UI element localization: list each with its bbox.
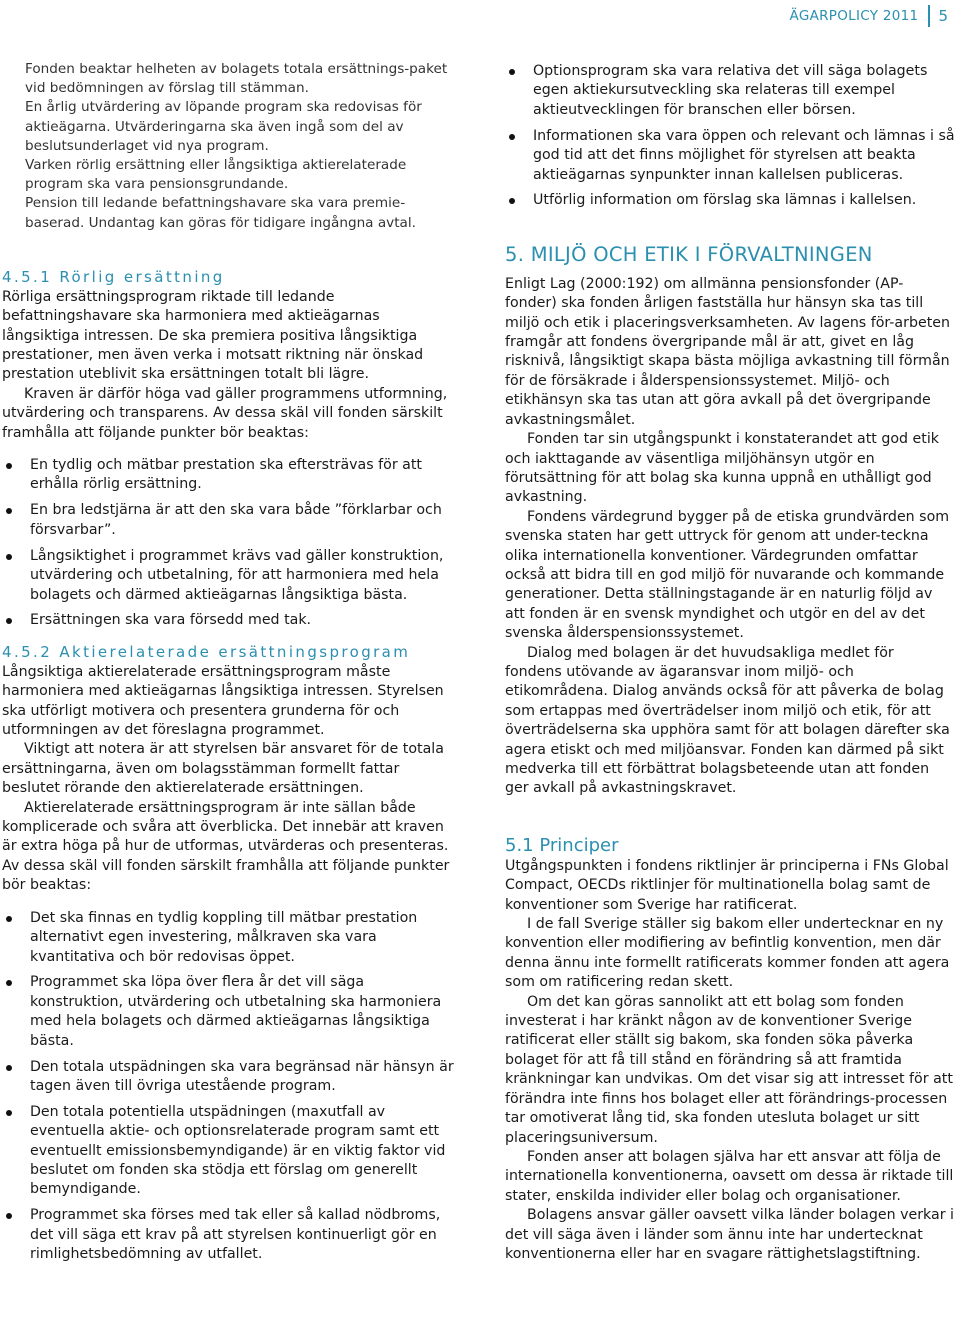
bullet-icon [509, 198, 515, 204]
section-5-heading: 5. MILJÖ OCH ETIK I FÖRVALTNINGEN [505, 242, 873, 266]
list-item: Optionsprogram ska vara relativa det vill säga bolagets egen aktiekursutveckling ska relateras till exempel aktieutvecklingen för branschen eller börsen. [505, 62, 955, 120]
bullet-list-options [505, 62, 955, 211]
paragraph: Rörliga ersättningsprogram riktade till ledande befattningshavare ska harmoniera med aktieägarnas långsiktiga intressen. De ska premiera positiva långsiktiga prestationer, men även verka i motsatt riktning när önskad prestation uteblivit ska ersättningen totalt bli lägre. [2, 288, 424, 383]
intro-paragraph: Pension till ledande befattningshavare ska vara premie-baserad. Undantag kan göras för tidigare ingångna avtal. [25, 195, 416, 231]
list-item: En bra ledstjärna är att den ska vara både ”förklarbar och försvarbar”. [2, 501, 457, 540]
list-item: Programmet ska löpa över flera år det vill säga konstruktion, utvärdering och utbetalning ska harmoniera med hela bolagets och därmed aktieägarnas långsiktiga bästa. [2, 973, 457, 1051]
intro-paragraph: Fonden beaktar helheten av bolagets totala ersättnings-paket vid bedömningen av förslag till stämman. [25, 61, 448, 97]
paragraph: Fonden anser att bolagen själva har ett ansvar att följa de internationella konventionerna, oavsett om dessa är riktade till stater, enskilda individer eller bolag och organisationer. [505, 1148, 954, 1204]
list-item: Det ska finnas en tydlig koppling till mätbar prestation alternativt egen investering, målkraven ska vara kvantitativa och bör redovisas öppet. [2, 909, 457, 967]
paragraph: Enligt Lag (2000:192) om allmänna pensionsfonder (AP-fonder) ska fonden årligen fastställa hur hänsyn ska tas till miljö och etik i placeringsverksamheten. Av lagens för-arbeten framgår att fondens övergripande mål är att, givet en låg risknivå, långsiktigt skapa bästa möjliga avkastning till förmån för de försäkrade i ålderspensionssystemet. Miljö- och etikhänsyn ska tas utan att göra avkall på det övergripande avkastningsmålet. [505, 275, 950, 428]
list-item: Utförlig information om förslag ska lämnas i kallelsen. [505, 191, 955, 210]
bullet-icon [6, 980, 12, 986]
section-5-1-heading: 5.1 Principer [505, 834, 619, 856]
list-item: Den totala utspädningen ska vara begränsad när hänsyn är tagen även till övriga utestående program. [2, 1058, 457, 1097]
bullet-icon [6, 618, 12, 624]
list-item: En tydlig och mätbar prestation ska eftersträvas för att erhålla rörlig ersättning. [2, 456, 457, 495]
list-item: Ersättningen ska vara försedd med tak. [2, 611, 457, 630]
page-header [790, 6, 948, 26]
bullet-list-4-5-1 [2, 456, 457, 631]
bullet-icon [509, 134, 515, 140]
section-4-5-2-heading: 4.5.2 Aktierelaterade ersättningsprogram [2, 642, 411, 661]
paragraph: Viktigt att notera är att styrelsen bär ansvaret för de totala ersättningarna, även om bolagsstämman formellt fattar beslutet rörande den aktierelaterade ersättningen. [2, 741, 444, 797]
header-title: ÄGARPOLICY 2011 [789, 8, 919, 24]
paragraph: Utgångspunkten i fondens riktlinjer är principerna i FNs Global Compact, OECDs riktlinjer för multinationella bolag samt de konventioner som Sverige har ratificerat. [505, 857, 949, 913]
page-number: 5 [938, 7, 948, 25]
paragraph: Om det kan göras sannolikt att ett bolag som fonden investerat i har kränkt någon av de konventioner Sverige ratificerat eller ställt sig bakom, ska fonden söka påverka bolaget för att få till stånd en förändring så att framtida kränkningar kan undvikas. Om det visar sig att intresset för att förändra inte finns hos bolaget eller att förändrings-processen tar omotiverat lång tid, ska fonden utesluta bolaget ur sitt placeringsuniversum. [505, 993, 953, 1146]
bullet-icon [6, 1213, 12, 1219]
list-item: Programmet ska förses med tak eller så kallad nödbroms, det vill säga ett krav på att styrelsen kontinuerligt gör en rimlighetsbedömning av utfallet. [2, 1206, 457, 1264]
bullet-icon [6, 554, 12, 560]
list-item: Informationen ska vara öppen och relevant och lämnas i så god tid att det finns möjlighet för styrelsen att beakta aktieägarnas synpunkter innan kallelsen publiceras. [505, 127, 955, 185]
bullet-icon [6, 1065, 12, 1071]
list-item: Långsiktighet i programmet krävs vad gäller konstruktion, utvärdering och utbetalning, för att harmoniera med hela bolagets och därmed aktieägarnas långsiktiga bästa. [2, 547, 457, 605]
bullet-icon [6, 508, 12, 514]
paragraph: Dialog med bolagen är det huvudsakliga medlet för fondens utövande av ägaransvar inom miljö- och etikområdena. Dialog används också för att påverka de bolag som ertappas med överträdelser inom miljö och etik, för att överträdelserna ska upphöra samt för att bolagen därefter ska agera etiskt och med miljöansvar. Fonden kan därmed på sikt medverka till ett förbättrat bolagsbeteende utan att fonden ger avkall på avkastningskravet. [505, 644, 950, 797]
header-separator [928, 5, 930, 27]
bullet-list-4-5-2 [2, 909, 457, 1265]
list-item: Den totala potentiella utspädningen (maxutfall av eventuella aktie- och optionsrelaterade program samt ett eventuellt emissionsbemyndigande) är en viktig faktor vid beslutet om fonden ska stödja ett förslag om generellt bemyndigande. [2, 1103, 457, 1200]
bullet-icon [6, 463, 12, 469]
paragraph: Långsiktiga aktierelaterade ersättningsprogram måste harmoniera med aktieägarnas långsiktiga intressen. Styrelsen ska utförligt motivera och presentera grunderna för och utformningen av det föreslagna programmet. [2, 663, 444, 739]
intro-paragraph: Varken rörlig ersättning eller långsiktiga aktierelaterade program ska vara pensionsgrundande. [25, 157, 407, 193]
paragraph: Kraven är därför höga vad gäller programmens utformning, utvärdering och transparens. Av dessa skäl vill fonden särskilt framhålla att följande punkter bör beaktas: [2, 385, 448, 441]
paragraph: Bolagens ansvar gäller oavsett vilka länder bolagen verkar i det vill säga även i länder som ännu inte har undertecknat konventionerna eller har en svagare rättighetslagstiftning. [505, 1207, 954, 1262]
paragraph: Aktierelaterade ersättningsprogram är inte sällan både komplicerade och svåra att överblicka. Det innebär att kraven är extra höga på hur de utformas, utvärderas och presenteras. Av dessa skäl vill fonden särskilt framhålla att följande punkter bör beaktas: [2, 799, 450, 894]
paragraph: Fonden tar sin utgångspunkt i konstaterandet att god etik och iakttagande av väsentliga miljöhänsyn utgör en förutsättning för att bolag ska kunna uppnå en uthålligt god avkastning. [505, 431, 939, 506]
section-4-5-1-heading: 4.5.1 Rörlig ersättning [2, 267, 225, 286]
bullet-icon [509, 69, 515, 75]
left-column [0, 60, 470, 1271]
bullet-icon [6, 1110, 12, 1116]
paragraph: I de fall Sverige ställer sig bakom eller undertecknar en ny konvention eller modifiering av befintlig konvention, men där denna ännu inte formellt ratificerats kommer fonden att agera som om ratificering redan skett. [505, 916, 950, 991]
bullet-icon [6, 916, 12, 922]
paragraph: Fondens värdegrund bygger på de etiska grundvärden som svenska staten har gett uttryck för genom att under-teckna olika internationella konventioner. Värdegrunden omfattar också att bidra till en god miljö för nuvarande och kommande generationer. Detta ställningstagande är en naturlig följd av att fonden är en svensk myndighet och utgör en del av det svenska ålderspensionssystemet. [505, 508, 950, 642]
right-column [505, 62, 955, 1264]
intro-paragraph: En årlig utvärdering av löpande program ska redovisas för aktieägarna. Utvärderingarna ska även ingå som del av beslutsunderlaget vid nya program. [25, 99, 422, 154]
